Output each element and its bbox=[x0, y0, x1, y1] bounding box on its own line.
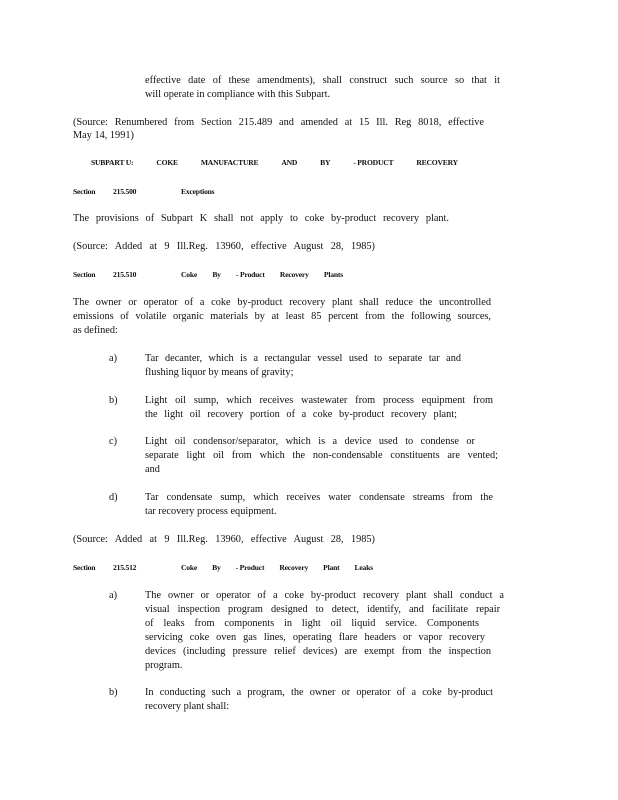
item-line: of leaks from components in light oil liquid service. Components bbox=[145, 618, 479, 629]
continuation-line-1: effective date of these amendments), shall construct such source so that it bbox=[145, 75, 500, 86]
section-title-word: Recovery bbox=[279, 270, 309, 279]
item-label: a) bbox=[109, 590, 117, 601]
item-label: d) bbox=[109, 492, 118, 503]
sec510-intro-line-3: as defined: bbox=[73, 325, 118, 336]
section-title-word: By bbox=[212, 270, 221, 279]
item-line: servicing coke oven gas lines, operating flare headers or vapor recovery bbox=[145, 632, 485, 643]
item-line: Tar decanter, which is a rectangular vessel used to separate tar and bbox=[145, 353, 461, 364]
subpart-heading bbox=[91, 158, 458, 168]
section-label: Section bbox=[73, 563, 96, 572]
section-title-word: By bbox=[212, 563, 221, 572]
subpart-word: MANUFACTURE bbox=[200, 158, 259, 167]
sec510-intro-line-1: The owner or operator of a coke by-product recovery plant shall reduce the uncontrolled bbox=[73, 297, 491, 308]
item-line: In conducting such a program, the owner or operator of a coke by-product bbox=[145, 687, 493, 698]
section-number: 215.510 bbox=[113, 270, 137, 279]
sec510-intro-line-2: emissions of volatile organic materials by at least 85 percent from the following sources, bbox=[73, 311, 491, 322]
section-title bbox=[181, 563, 373, 573]
section-title-word: Coke bbox=[181, 563, 198, 572]
section-title-word: Coke bbox=[181, 270, 198, 279]
subpart-label: SUBPART U: bbox=[91, 158, 134, 167]
item-line: tar recovery process equipment. bbox=[145, 506, 277, 517]
subpart-word: COKE bbox=[156, 158, 178, 167]
item-line: separate light oil from which the non-condensable constituents are vented; bbox=[145, 450, 498, 461]
subpart-word: RECOVERY bbox=[416, 158, 458, 167]
item-line: visual inspection program designed to detect, identify, and facilitate repair bbox=[145, 604, 500, 615]
source-note-1-line-2: May 14, 1991) bbox=[73, 130, 134, 141]
item-label: c) bbox=[109, 436, 117, 447]
subpart-word: - PRODUCT bbox=[353, 158, 394, 167]
item-label: b) bbox=[109, 395, 118, 406]
item-label: b) bbox=[109, 687, 118, 698]
section-title-word: - Product bbox=[235, 563, 265, 572]
item-line: the light oil recovery portion of a coke by-product recovery plant; bbox=[145, 409, 457, 420]
source-note-1-line-1: (Source: Renumbered from Section 215.489 and amended at 15 Ill. Reg 8018, effective bbox=[73, 117, 484, 128]
item-line: Light oil sump, which receives wastewater from process equipment from bbox=[145, 395, 493, 406]
section-title-word: - Product bbox=[236, 270, 265, 279]
section-number: 215.512 bbox=[113, 563, 137, 572]
section-title-word: Leaks bbox=[354, 563, 373, 572]
item-line: The owner or operator of a coke by-product recovery plant shall conduct a bbox=[145, 590, 504, 601]
section-title bbox=[181, 270, 343, 280]
item-line: and bbox=[145, 464, 160, 475]
section-label: Section bbox=[73, 270, 96, 279]
item-line: devices (including pressure relief devices) are exempt from the inspection bbox=[145, 646, 491, 657]
subpart-word: BY bbox=[320, 158, 331, 167]
item-line: Tar condensate sump, which receives water condensate streams from the bbox=[145, 492, 493, 503]
section-label: Section bbox=[73, 187, 96, 196]
item-line: Light oil condensor/separator, which is a device used to condense or bbox=[145, 436, 475, 447]
sec510-source: (Source: Added at 9 Ill.Reg. 13960, effective August 28, 1985) bbox=[73, 534, 375, 545]
sec500-body: The provisions of Subpart K shall not apply to coke by-product recovery plant. bbox=[73, 213, 449, 224]
section-title-word: Recovery bbox=[279, 563, 309, 572]
section-title-word: Plants bbox=[323, 270, 343, 279]
section-title: Exceptions bbox=[181, 187, 215, 196]
item-label: a) bbox=[109, 353, 117, 364]
item-line: program. bbox=[145, 660, 183, 671]
section-number: 215.500 bbox=[113, 187, 137, 196]
item-line: recovery plant shall: bbox=[145, 701, 230, 712]
continuation-line-2: will operate in compliance with this Subpart. bbox=[145, 89, 331, 100]
section-title-word: Plant bbox=[323, 563, 340, 572]
item-line: flushing liquor by means of gravity; bbox=[145, 367, 294, 378]
sec500-source: (Source: Added at 9 Ill.Reg. 13960, effective August 28, 1985) bbox=[73, 241, 375, 252]
subpart-word: AND bbox=[281, 158, 298, 167]
